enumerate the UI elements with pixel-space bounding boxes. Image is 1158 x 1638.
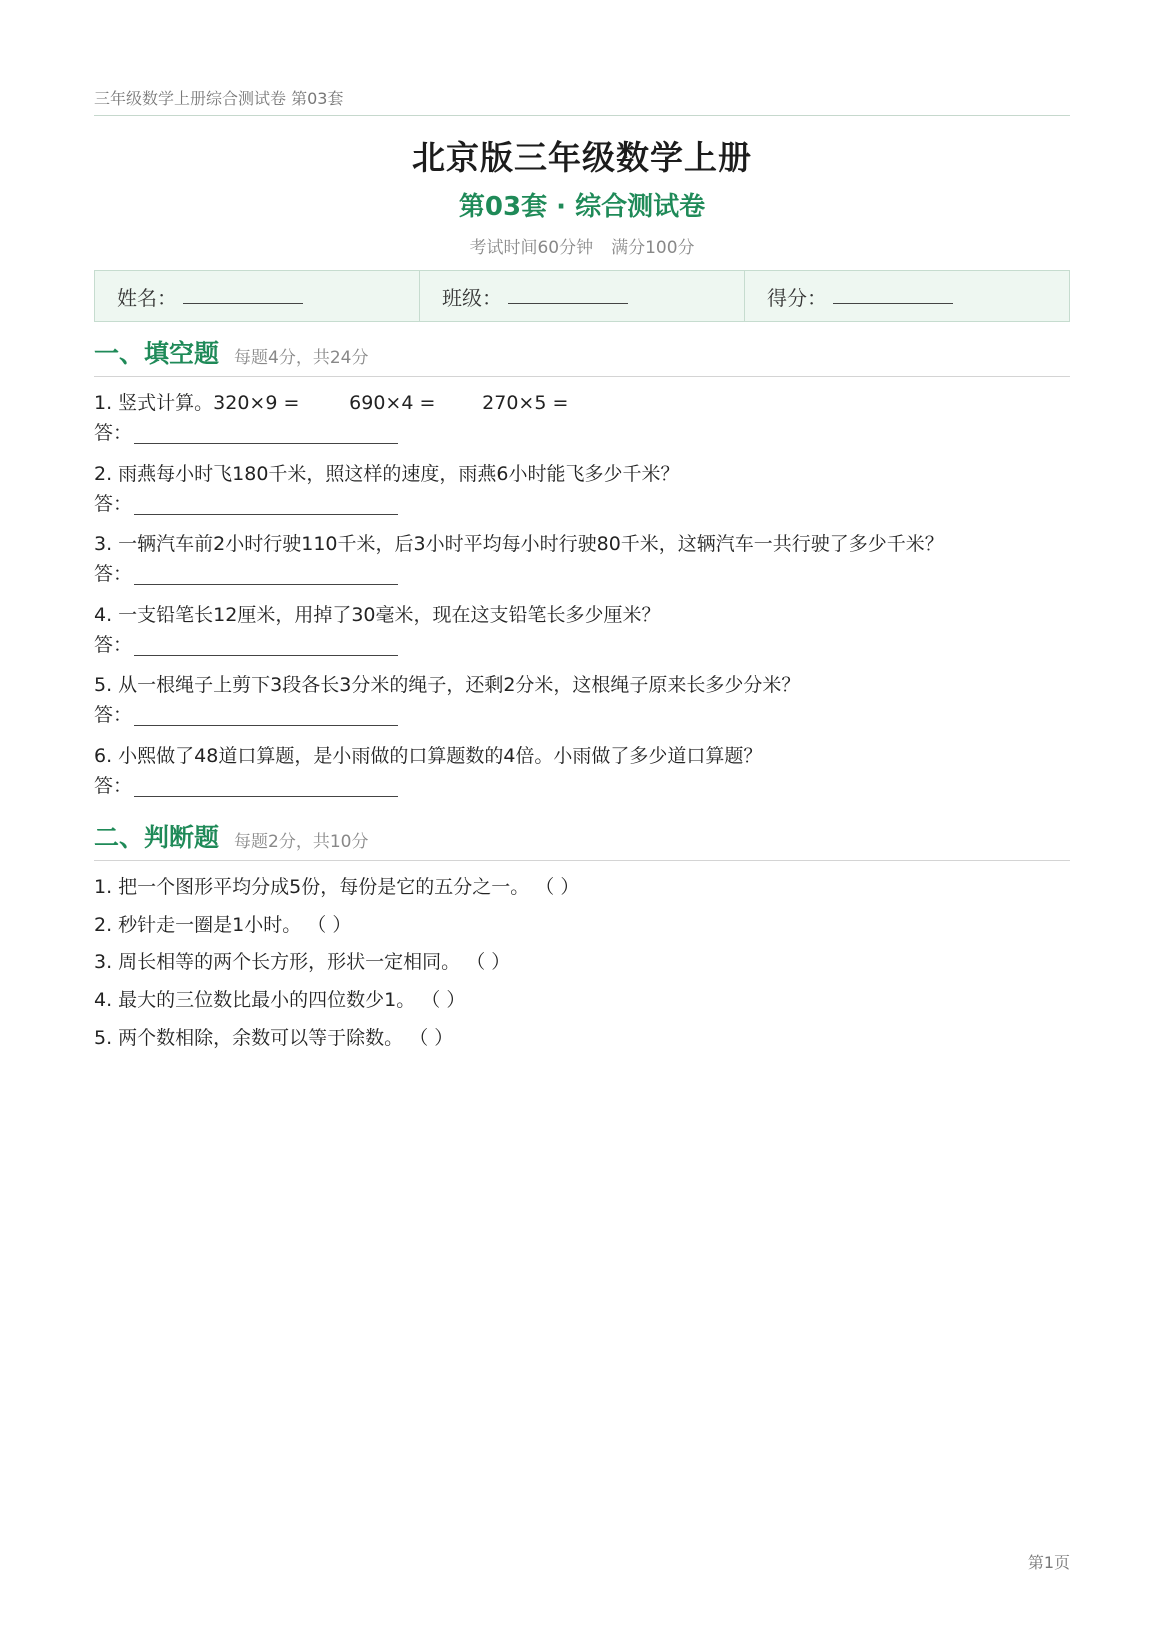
question-4: 4. 一支铅笔长12厘米，用掉了30毫米，现在这支铅笔长多少厘米？ [94,604,661,626]
section-title: 一、填空题 [94,339,220,368]
paper-title: 北京版三年级数学上册 [412,138,752,177]
section-fill-blank-header [94,334,1070,374]
answer-1 [94,418,132,445]
question-3: 3. 一辆汽车前2小时行驶110千米，后3小时平均每小时行驶80千米，这辆汽车一共行驶了多少千米？ [94,533,944,555]
answer-blank [134,443,398,444]
answer-2 [94,489,132,516]
answer-5 [94,700,132,727]
section-title: 二、判断题 [94,823,220,852]
question-1 [94,388,568,415]
score-label: 得分： [767,285,827,310]
answer-blank [134,514,398,515]
answer-label: 答： [94,634,133,656]
answer-6 [94,771,132,798]
exam-page [94,0,1070,1638]
answer-3 [94,559,132,586]
answer-label: 答： [94,493,133,515]
name-field [95,271,419,321]
answer-4 [94,630,132,657]
name-blank [183,303,303,304]
exam-score: 满分100分 [611,238,695,258]
exam-info [94,233,1070,258]
section-rule [94,860,1070,861]
question-2: 2. 雨燕每小时飞180千米，照这样的速度，雨燕6小时能飞多少千米？ [94,463,680,485]
score-blank [833,303,953,304]
judge-question-3: 3. 周长相等的两个长方形，形状一定相同。 （ ） [94,951,511,973]
answer-blank [134,655,398,656]
question-1-expr-2: 690×4 = [349,392,436,414]
class-field [419,271,744,321]
header-rule [94,115,1070,116]
exam-time: 考试时间60分钟 [469,238,594,258]
question-1-prefix: 1. 竖式计算。 [94,392,214,414]
question-1-expr-3: 270×5 = [482,392,569,414]
answer-blank [134,796,398,797]
question-6: 6. 小熙做了48道口算题，是小雨做的口算题数的4倍。小雨做了多少道口算题？ [94,745,763,767]
answer-label: 答： [94,422,133,444]
judge-question-4: 4. 最大的三位数比最小的四位数少1。 （ ） [94,989,466,1011]
paper-subtitle: 第03套 · 综合测试卷 [458,192,706,222]
name-label: 姓名： [117,285,177,310]
score-field [744,271,1069,321]
student-info-box [94,270,1070,322]
question-5: 5. 从一根绳子上剪下3段各长3分米的绳子，还剩2分米，这根绳子原来长多少分米？ [94,674,801,696]
answer-label: 答： [94,563,133,585]
answer-blank [134,584,398,585]
answer-blank [134,725,398,726]
class-label: 班级： [442,285,502,310]
answer-label: 答： [94,704,133,726]
running-header: 三年级数学上册综合测试卷 第03套 [94,89,344,108]
section-true-false-header [94,818,1070,858]
class-blank [508,303,628,304]
judge-question-2: 2. 秒针走一圈是1小时。 （ ） [94,914,352,936]
page-number: 第1页 [1027,1553,1070,1572]
judge-question-5: 5. 两个数相除，余数可以等于除数。 （ ） [94,1027,454,1049]
judge-question-1: 1. 把一个图形平均分成5份，每份是它的五分之一。 （ ） [94,876,580,898]
section-note: 每题2分，共10分 [234,832,369,852]
question-1-expr-1: 320×9 = [213,392,300,414]
answer-label: 答： [94,775,133,797]
section-note: 每题4分，共24分 [234,348,369,368]
section-rule [94,376,1070,377]
